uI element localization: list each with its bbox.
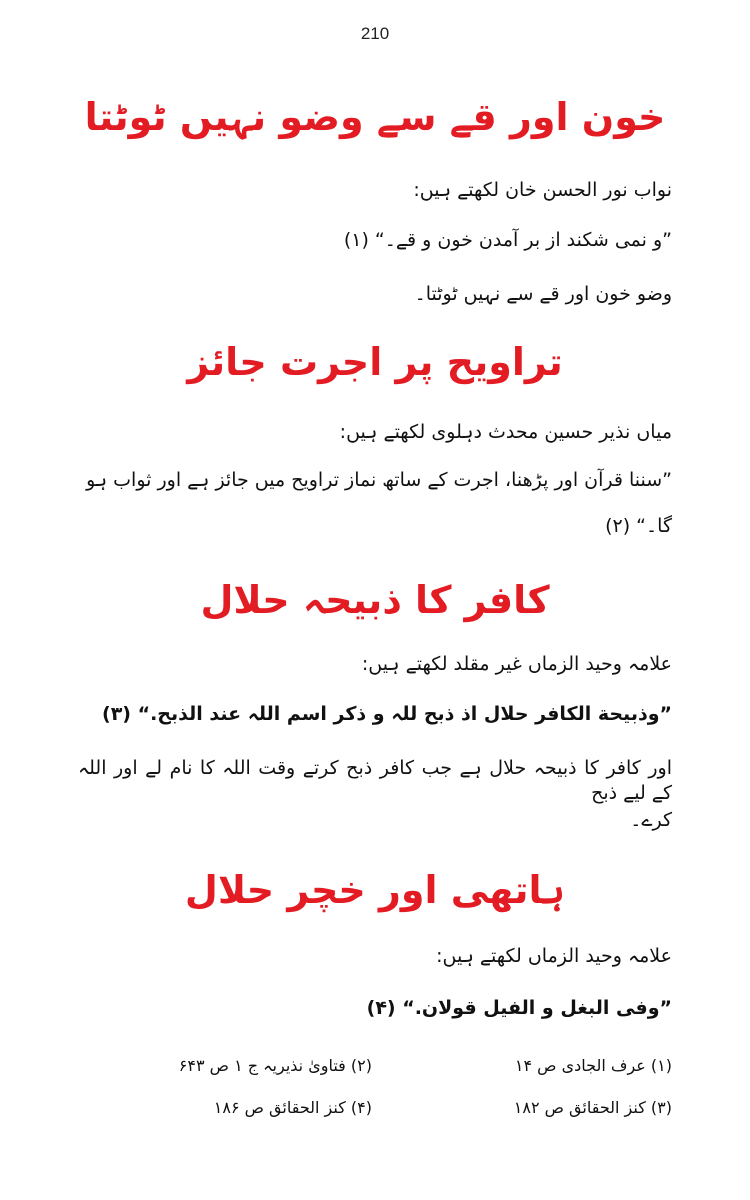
footnote: (۳) کنز الحقائق ص ۱۸۲	[513, 1098, 672, 1117]
section-heading-haathi: ہاتھی اور خچر حلال	[184, 868, 566, 912]
author-line: علامہ وحید الزماں غیر مقلد لکھتے ہیں:	[361, 653, 672, 675]
arabic-quote: ”وفی البغل و الفیل قولان.“ (۴)	[366, 997, 672, 1019]
author-line: میاں نذیر حسین محدث دہلوی لکھتے ہیں:	[339, 421, 672, 443]
footnote: (۴) کنز الحقائق ص ۱۸۶	[213, 1098, 372, 1117]
arabic-quote: ”وذبیحة الکافر حلال اذ ذبح للہ و ذکر اسم اللہ عند الذبح.“ (۳)	[102, 703, 672, 725]
author-line: نواب نور الحسن خان لکھتے ہیں:	[413, 179, 672, 201]
footnote: (۱) عرف الجادی ص ۱۴	[514, 1056, 672, 1075]
footnote: (۲) فتاویٰ نذیریہ ج ۱ ص ۶۴۳	[178, 1056, 372, 1075]
page-number: 210	[360, 24, 390, 43]
author-line: علامہ وحید الزماں لکھتے ہیں:	[436, 945, 672, 967]
section-heading-wudu: خون اور قے سے وضو نہیں ٹوٹتا	[84, 95, 666, 139]
translation-line: اور کافر کا ذبیحہ حلال ہے جب کافر ذبح کرتے وقت اللہ کا نام لے اور اللہ کے لیے ذبح	[78, 757, 672, 804]
persian-quote: ”و نمی شکند از بر آمدن خون و قے۔“ (۱)	[343, 229, 672, 251]
quote-line: گا۔“ (۲)	[605, 515, 672, 537]
section-heading-taraweeh: تراویح پر اجرت جائز	[187, 340, 563, 384]
section-heading-kafir: کافر کا ذبیحہ حلال	[200, 578, 550, 622]
quote-line: ”سننا قرآن اور پڑھنا، اجرت کے ساتھ نماز تراویح میں جائز ہے اور ثواب ہو	[86, 469, 672, 491]
translation-line: وضو خون اور قے سے نہیں ٹوٹتا۔	[414, 283, 672, 305]
translation-line: کرے۔	[630, 809, 672, 831]
